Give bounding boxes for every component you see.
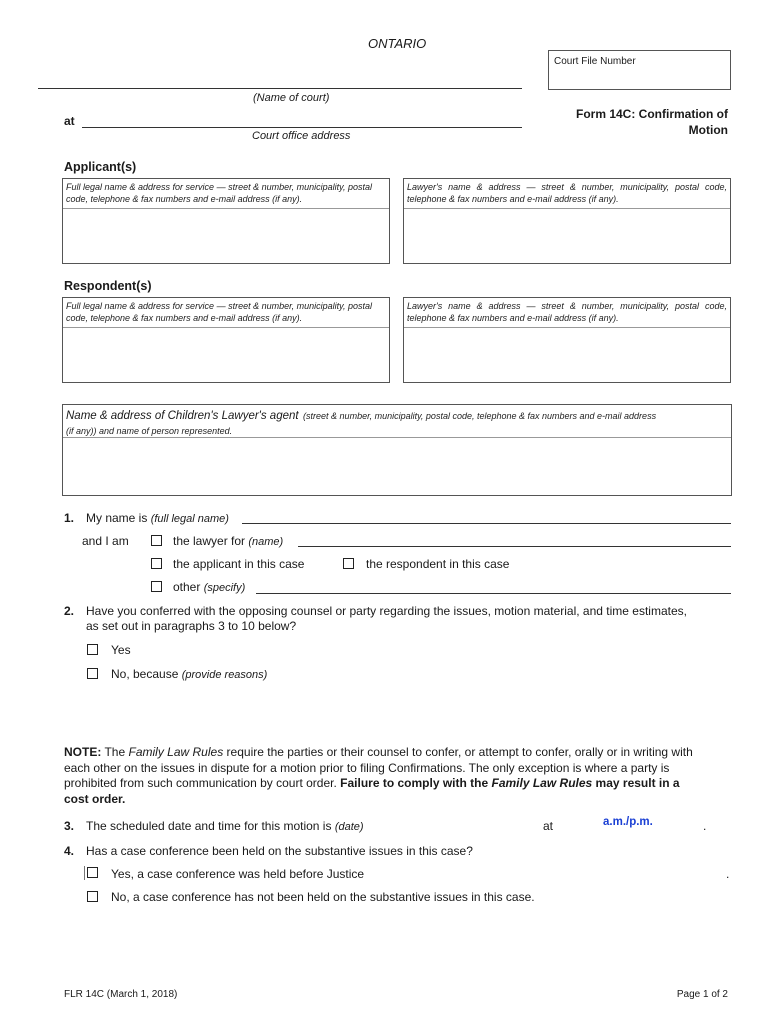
q3-ampm-selector[interactable]: a.m./p.m. (603, 816, 653, 828)
note-label: NOTE: (64, 745, 102, 759)
q2-no-label: No, because (111, 667, 179, 681)
q2-no-hint: (provide reasons) (181, 669, 268, 681)
q2-no (111, 667, 267, 681)
q4-justice-field[interactable] (384, 862, 724, 880)
respondent-lawyer-box[interactable] (403, 297, 731, 383)
q1-specify-hint: (specify) (203, 582, 246, 594)
form-title (576, 106, 728, 138)
q1-other (173, 580, 245, 594)
q3-period: . (703, 819, 707, 833)
q3-date-field[interactable] (380, 814, 530, 832)
note-t1: The (104, 745, 126, 759)
court-office-address-field[interactable] (82, 127, 522, 128)
applicant-party-box[interactable] (62, 178, 390, 264)
footer-form-id: FLR 14C (March 1, 2018) (64, 989, 178, 1000)
note-line-3 (64, 776, 732, 792)
note-line3c: Family Law Rules (491, 776, 593, 790)
q1-lawyer-for-field[interactable] (298, 546, 731, 547)
q1-respondent-checkbox[interactable] (343, 558, 354, 569)
court-office-label: Court office address (252, 130, 351, 142)
childrens-lawyer-box[interactable] (62, 404, 732, 496)
q1-lawyer-for (173, 534, 283, 548)
q1-applicant-label: the applicant in this case (173, 557, 305, 571)
note-line-1 (64, 745, 732, 761)
q1-lawyer-for-text: the lawyer for (173, 534, 246, 548)
q2-yes-checkbox[interactable] (87, 644, 98, 655)
q1-other-checkbox[interactable] (151, 581, 162, 592)
q4-yes-period: . (726, 867, 730, 881)
note-t2: require the parties or their counsel to confer, or attempt to confer, orally or in writing with (226, 745, 693, 759)
q4-no-checkbox[interactable] (87, 891, 98, 902)
childrens-lawyer-divider (63, 437, 731, 438)
q1-name-field[interactable] (242, 523, 731, 524)
q2-reasons-field[interactable] (86, 684, 732, 734)
q1-my-name-is-text: My name is (86, 511, 148, 525)
note-line3b: Failure to comply with the (340, 776, 489, 790)
childrens-lawyer-hint-2: (if any)) and name of person represented. (66, 426, 233, 436)
q1-lawyer-checkbox[interactable] (151, 535, 162, 546)
q4-field-marker (84, 866, 85, 880)
applicant-party-divider (63, 208, 389, 209)
q3-number: 3. (64, 819, 75, 833)
name-of-court-label: (Name of court) (253, 92, 330, 104)
q1-my-name-is (86, 511, 229, 525)
at-label: at (64, 114, 75, 128)
q2-text-line1: Have you conferred with the opposing counsel or party regarding the issues, motion material, and time estimates, (86, 604, 687, 618)
name-of-court-field[interactable] (38, 88, 522, 89)
q2-question (86, 604, 687, 634)
note-line3a: prohibited from such communication by court order. (64, 776, 337, 790)
childrens-lawyer-header (63, 405, 731, 437)
q3-time-field[interactable] (560, 814, 600, 832)
q2-number: 2. (64, 604, 75, 618)
note-line-4: cost order. (64, 791, 126, 806)
form-title-line2: Motion (688, 123, 728, 137)
q1-respondent-label: the respondent in this case (366, 557, 510, 571)
respondent-lawyer-hint: Lawyer's name & address — street & number, municipality, postal code, telephone & fax numbers and e-mail address (if any). (407, 301, 727, 323)
respondents-heading: Respondent(s) (64, 279, 152, 293)
applicant-party-hint: Full legal name & address for service — street & number, municipality, postal code, telephone & fax numbers and e-mail address (if any). (66, 182, 372, 204)
note-line-2: each other on the issues in dispute for a motion prior to filing Confirmations. The only exception is where a party is (64, 760, 670, 775)
q1-other-field[interactable] (256, 593, 731, 594)
respondent-party-hint: Full legal name & address for service — street & number, municipality, postal code, telephone & fax numbers and e-mail address (if any). (66, 301, 372, 323)
q3-question (86, 819, 364, 833)
q4-text: Has a case conference been held on the substantive issues in this case? (86, 844, 473, 858)
note-line3d: may result in a (595, 776, 680, 790)
q2-yes-label: Yes (111, 643, 131, 657)
childrens-lawyer-hint-1: (street & number, municipality, postal code, telephone & fax numbers and e-mail address (303, 411, 657, 421)
note-paragraph (64, 745, 732, 807)
note-rules: Family Law Rules (128, 745, 224, 759)
q4-number: 4. (64, 844, 75, 858)
footer-page-number: Page 1 of 2 (676, 989, 728, 1000)
q1-applicant-checkbox[interactable] (151, 558, 162, 569)
q1-other-text: other (173, 580, 201, 594)
q4-yes-label: Yes, a case conference was held before Justice (111, 867, 365, 881)
q2-text-line2: as set out in paragraphs 3 to 10 below? (86, 619, 297, 633)
applicant-lawyer-divider (404, 208, 730, 209)
q1-number: 1. (64, 511, 75, 525)
q1-full-legal-name-hint: (full legal name) (150, 513, 229, 525)
jurisdiction: ONTARIO (368, 36, 427, 51)
q4-yes-checkbox[interactable] (87, 867, 98, 878)
respondent-party-divider (63, 327, 389, 328)
q3-at: at (543, 819, 554, 833)
q3-text: The scheduled date and time for this motion is (86, 819, 332, 833)
childrens-lawyer-title: Name & address of Children's Lawyer's agent (66, 410, 299, 422)
q1-name-hint: (name) (248, 536, 284, 548)
respondent-party-box[interactable] (62, 297, 390, 383)
applicant-lawyer-box[interactable] (403, 178, 731, 264)
q3-date-hint: (date) (334, 821, 364, 833)
q4-no-label: No, a case conference has not been held on the substantive issues in this case. (111, 890, 535, 904)
court-file-number-label: Court File Number (554, 56, 636, 67)
applicants-heading: Applicant(s) (64, 160, 137, 174)
respondent-lawyer-divider (404, 327, 730, 328)
applicant-lawyer-hint: Lawyer's name & address — street & number, municipality, postal code, telephone & fax numbers and e-mail address (if any). (407, 182, 727, 204)
q2-no-checkbox[interactable] (87, 668, 98, 679)
form-title-line1: Form 14C: Confirmation of (576, 107, 728, 121)
q1-and-i-am: and I am (82, 534, 129, 548)
court-file-number-box[interactable] (548, 50, 731, 90)
